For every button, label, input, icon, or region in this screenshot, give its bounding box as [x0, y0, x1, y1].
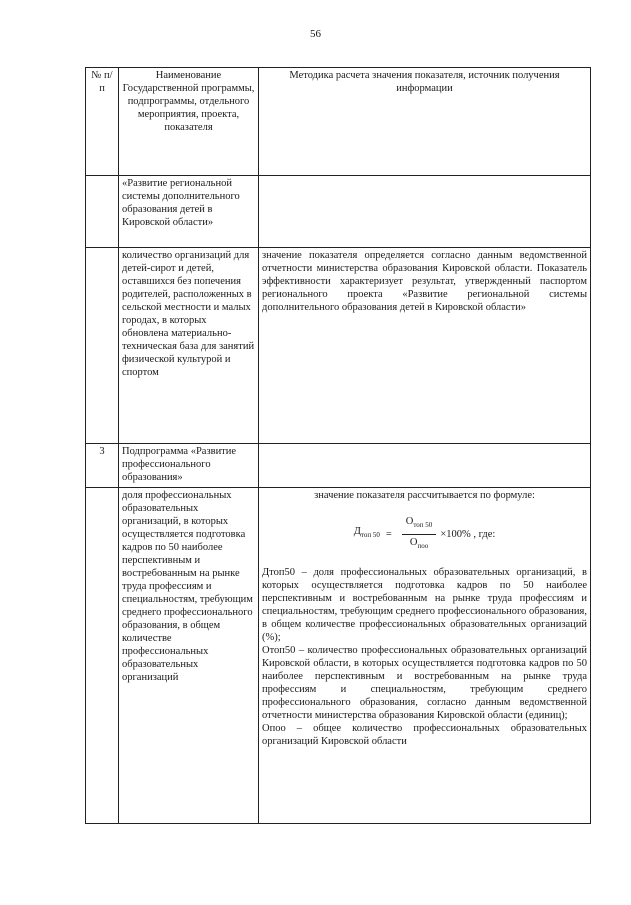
formula-fraction: $\frac{О_{топ 50}}{О_{поо}}$ — [402, 515, 437, 552]
project-name: «Развитие региональной системы дополнительного образования детей в Кировской области» — [119, 176, 259, 248]
formula-tail: ×100% , где: — [440, 528, 496, 540]
indicator-method — [259, 488, 591, 824]
definition-item: Отоп50 – количество профессиональных образовательных организаций Кировской области, в которых осуществляется подготовка кадров по 50 наиболее перспективным и востребованным на рынке труда профессиям и специальностям, требующим среднего профессионального образования, согласно данным ведомственной отчетности министерства образования Кировской области (единиц); — [262, 645, 587, 721]
indicator-name: количество организаций для детей-сирот и детей, оставшихся без попечения родителей, расположенных в сельской местности и малых городах, в которых обновлена материально-техническая база для занятий физической культурой и спортом — [119, 248, 259, 444]
indicator-method: значение показателя определяется согласно данным ведомственной отчетности министерства образования Кировской области. Показатель эффективности характеризует результат, утвержденный паспортом регионального проекта «Развитие региональной системы дополнительного образования детей в Кировской области» — [259, 248, 591, 444]
subprogram-number: 3 — [86, 444, 119, 488]
header-method: Методика расчета значения показателя, источник получения информации — [259, 68, 591, 176]
header-name: Наименование Государственной программы, подпрограммы, отдельного мероприятия, проекта, показателя — [119, 68, 259, 176]
table-row — [86, 488, 591, 824]
indicator-table — [85, 67, 591, 824]
row-number-cell — [86, 488, 119, 824]
table-row — [86, 444, 591, 488]
header-number: № п/п — [86, 68, 119, 176]
formula-intro: значение показателя рассчитывается по формуле: — [314, 490, 535, 501]
subprogram-method-cell — [259, 444, 591, 488]
table-row — [86, 176, 591, 248]
formula-lhs: $Д_{топ 50}$ — [353, 526, 380, 540]
table-header-row — [86, 68, 591, 176]
row-number-cell — [86, 248, 119, 444]
indicator-name: доля профессиональных образовательных организаций, в которых осуществляется подготовка кадров по 50 наиболее перспективным и востребованным на рынке труда профессиям и специальностям, требующим среднего профессионального образования, в общем количестве профессиональных образовательных организаций — [119, 488, 259, 824]
subprogram-name: Подпрограмма «Развитие профессионального образования» — [119, 444, 259, 488]
definition-item: Опоо – общее количество профессиональных образовательных организаций Кировской области — [262, 723, 587, 747]
definition-item: Дтоп50 – доля профессиональных образовательных организаций, в которых осуществляется подготовка кадров по 50 наиболее перспективным и востребованным на рынке труда профессиям и специальностям, требующим среднего профессионального образования, в общем количестве профессиональных образовательных организаций (%); — [262, 567, 587, 643]
page-number: 56 — [310, 28, 321, 40]
project-method-cell — [259, 176, 591, 248]
formula: $Д_{топ 50}$ = $\frac{О_{топ 50}}{О_{поо}}$ ×100% , где: — [262, 502, 587, 566]
table-row — [86, 248, 591, 444]
row-number-cell — [86, 176, 119, 248]
